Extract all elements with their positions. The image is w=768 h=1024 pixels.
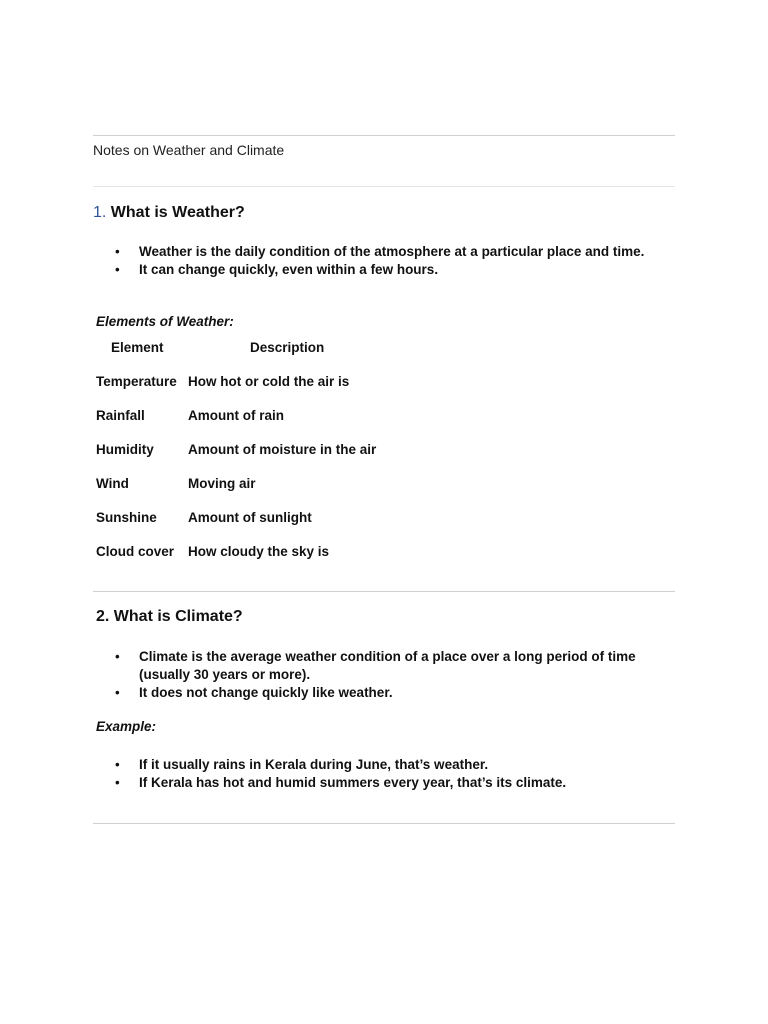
bullet-icon: • (115, 244, 120, 259)
top-divider (93, 135, 675, 136)
bottom-divider (93, 823, 675, 824)
list-item (96, 684, 666, 702)
table-cell-element: Temperature (96, 374, 177, 389)
table-cell-description: How cloudy the sky is (188, 544, 330, 559)
list-item-text: It can change quickly, even within a few hours. (139, 262, 439, 277)
bullet-icon: • (115, 649, 120, 664)
table-row (96, 476, 596, 494)
section-1-heading (93, 204, 245, 222)
list-item-text: Climate is the average weather condition of a place over a long period of time (usually 30 years or more). (139, 649, 636, 682)
table-row (96, 442, 596, 460)
elements-table-title: Elements of Weather: (96, 314, 234, 329)
list-item (96, 756, 666, 774)
list-item-text: If Kerala has hot and humid summers every year, that’s its climate. (139, 775, 567, 790)
table-cell-description: Moving air (188, 476, 256, 491)
table-row (96, 408, 596, 426)
bullet-icon: • (115, 262, 120, 277)
table-cell-element: Sunshine (96, 510, 157, 525)
list-item (96, 243, 666, 261)
table-header-element: Element (111, 340, 164, 355)
list-item (96, 261, 666, 279)
list-item-text: Weather is the daily condition of the atmosphere at a particular place and time. (139, 244, 645, 259)
table-cell-description: How hot or cold the air is (188, 374, 350, 389)
table-row (96, 544, 596, 562)
bullet-icon: • (115, 757, 120, 772)
table-header-description: Description (250, 340, 325, 355)
table-cell-element: Wind (96, 476, 129, 491)
section-divider (93, 591, 675, 592)
document-title: Notes on Weather and Climate (93, 142, 285, 158)
table-row (96, 510, 596, 528)
list-item (96, 648, 666, 684)
table-cell-description: Amount of sunlight (188, 510, 312, 525)
weather-bullet-list (96, 243, 666, 279)
table-cell-description: Amount of moisture in the air (188, 442, 377, 457)
list-item-text: If it usually rains in Kerala during June, that’s weather. (139, 757, 489, 772)
example-title: Example: (96, 719, 157, 734)
table-cell-element: Humidity (96, 442, 154, 457)
title-divider (93, 186, 675, 187)
list-item (96, 774, 666, 792)
list-item-text: It does not change quickly like weather. (139, 685, 393, 700)
section-2-heading: 2. What is Climate? (96, 608, 243, 625)
table-cell-element: Cloud cover (96, 544, 175, 559)
section-1-heading-text: What is Weather? (110, 204, 245, 221)
section-1-number: 1. (93, 204, 107, 221)
table-row (96, 374, 596, 392)
example-bullet-list (96, 756, 666, 792)
table-cell-element: Rainfall (96, 408, 145, 423)
climate-bullet-list (96, 648, 666, 702)
bullet-icon: • (115, 775, 120, 790)
bullet-icon: • (115, 685, 120, 700)
table-cell-description: Amount of rain (188, 408, 284, 423)
